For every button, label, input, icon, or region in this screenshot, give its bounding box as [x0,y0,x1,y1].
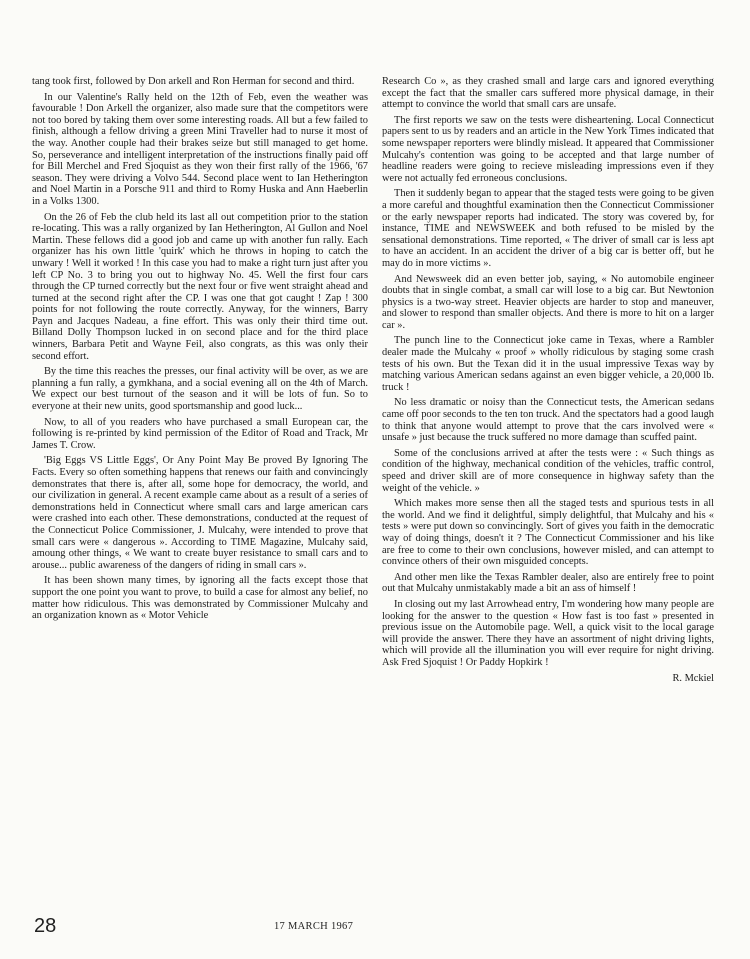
paragraph: No less dramatic or noisy than the Connecticut tests, the American sedans came off poor seconds to the ten ton truck. And the spectators had a good laugh to think that anyone would attempt to prove that the cars involved were « unsafe » just because the truck suffered no more damage than scuffed paint. [382,397,714,444]
paragraph: In closing out my last Arrowhead entry, I'm wondering how many people are looking for the answer to the question « How fast is too fast » presented in previous issue on the Automobile page. Well, a quick visit to the local garage will provide the answer. There they have an assortment of night driving lights, which will provide all the illumination you will ever require for night driving. Ask Fred Sjoquist ! Or Paddy Hopkirk ! [382,598,714,668]
paragraph: Some of the conclusions arrived at after the tests were : « Such things as condition of the highway, mechanical condition of the vehicles, traffic control, speed and driver skill are of more consequence in highway safety than the weight of the vehicle. » [382,447,714,494]
paragraph: Which makes more sense then all the staged tests and spurious tests in all the world. And we find it delightful, simply delightful, that Mulcahy and his « tests » were put down so convincingly. Sort of gives you faith in the democratic way of doing things, doesn't it ? The Connecticut Commissioner and his like are free to come to their own conclusions, however misled, and can attempt to convince others of their own misguided concepts. [382,498,714,568]
paragraph: Now, to all of you readers who have purchased a small European car, the following is re-printed by kind permission of the Editor of Road and Track, Mr James T. Crow. [32,416,368,451]
paragraph: Then it suddenly began to appear that the staged tests were going to be given a more careful and thoughtful examination then the Connecticut Commissioner or the early newspaper reports had indicated. The story was covered by, for instance, TIME and NEWSWEEK and both refused to be misled by the sensational demonstrations. Time reported, « The driver of small car is less apt to have an accident. In an accident the driver of a big car is better off, but he may do in more victims ». [382,188,714,269]
paragraph: Research Co », as they crashed small and large cars and ignored everything except the fact that the smaller cars suffered more physical damage, in their attempt to convince the world that small cars are unsafe. [382,76,714,111]
paragraph: And Newsweek did an even better job, saying, « No automobile engineer doubts that in single combat, a small car will lose to a big car. But Newtonion physics is a two-way street. Heavier objects are harder to stop and maneuver, and slower to respond than smaller objects. And there is more to hit on a larger car ». [382,273,714,331]
paragraph: It has been shown many times, by ignoring all the facts except those that support the one point you want to prove, to build a case for almost any belief, no matter how ridiculous. This was demonstrated by Commissioner Mulcahy and an organization known as « Motor Vehicle [32,575,368,622]
page-number: 28 [34,915,57,937]
author-signature: R. Mckiel [672,672,714,684]
paragraph: tang took first, followed by Don arkell and Ron Herman for second and third. [32,76,355,87]
paragraph: The first reports we saw on the tests were disheartening. Local Connecticut papers sent to us by readers and an article in the New York Times indicated that some newspaper reporters were blindly mislead. It appeared that Commissioner Mulcahy's contention was going to be accepted and that large number of headline readers were going to recieve misleading impressions even if they were not actually fed erroneous conclusions. [382,114,714,184]
right-column [382,76,714,688]
paragraph: 'Big Eggs VS Little Eggs', Or Any Point May Be proved By Ignoring The Facts. Every so often something happens that renews our faith and convincingly demonstrates that there is, after all, some hope for democracy, the world, and our civilization in general. A recent example came about as a result of a series of demonstrations held in Connecticut where small cars and large american cars were crashed into each other. These demonstrations, conducted at the request of the Connecticut Police Commissioner, J. Mulcahy, were intended to prove that small cars were « dangerous ». According to TIME Magazine, Mulcahy said, amoung other things, « We want to create buyer resistance to small cars and to arouse... public awareness of the dangers of riding in small cars ». [32,455,368,571]
paragraph: On the 26 of Feb the club held its last all out competition prior to the station re-locating. This was a rally organized by Ian Hetherington, Al Gullon and Noel Martin. These fellows did a good job and came up with another fun rally. Each organizer has his own little 'quirk' which he throws in hoping to catch the unwary ! Well it worked ! In this case you had to make a right turn just after you left CP No. 3 to bring you out to highway No. 45. Well the first four cars through the CP turned correctly but the next four or five went straight ahead and turned at the second right after the CP. I was one that got caught ! Zap ! 300 points for not following the route correctly. Anyway, for the winners, Barry Payn and Jacques Nadeau, a fine effort. This was only their third time out. Billand Dolly Thompson lucked in on second place and for the third place winners, Barbara Petit and Wayne Feil, also congrats, as this was only their second effort. [32,211,368,362]
left-column [32,76,368,626]
paragraph: And other men like the Texas Rambler dealer, also are entirely free to point out that Mulcahy unmistakably made a bit an ass of himself ! [382,571,714,595]
issue-date: 17 MARCH 1967 [274,921,354,932]
paragraph: In our Valentine's Rally held on the 12th of Feb, even the weather was favourable ! Don Arkell the organizer, also made sure that the competitors were not too bored by taking them over some interesting roads. All but a few failed to finish, although a fellow driving a green Mini Traveller had to nurse it most of the way. Another couple had their brakes seize but still managed to get home. So, perseverance and intelligent interpretation of the instructions finally paid off for Bill Merchel and Fred Sjoquist as they won their first rally of the 1966, '67 season. They were driving a Volvo 544. Second place went to Ian Hetherington and Noel Martin in a Porsche 911 and third to Romy Huska and Ann Haeberlin in a Volks 1300. [32,91,368,207]
page-footer [34,915,724,939]
paragraph: By the time this reaches the presses, our final activity will be over, as we are planning a fun rally, a gymkhana, and a social evening all on the 4th of March. We expect our best turnout of the season and it will be lots of fun. So to everyone at their new units, good sportsmanship and good luck... [32,366,368,413]
paragraph: The punch line to the Connecticut joke came in Texas, where a Rambler dealer made the Mulcahy « proof » wholly ridiculous by staging some crash tests of his own. But the Texan did it in the usual impressive Texas way by matching various American sedans against an even bigger vehicle, a 20,000 lb. truck ! [382,335,714,393]
